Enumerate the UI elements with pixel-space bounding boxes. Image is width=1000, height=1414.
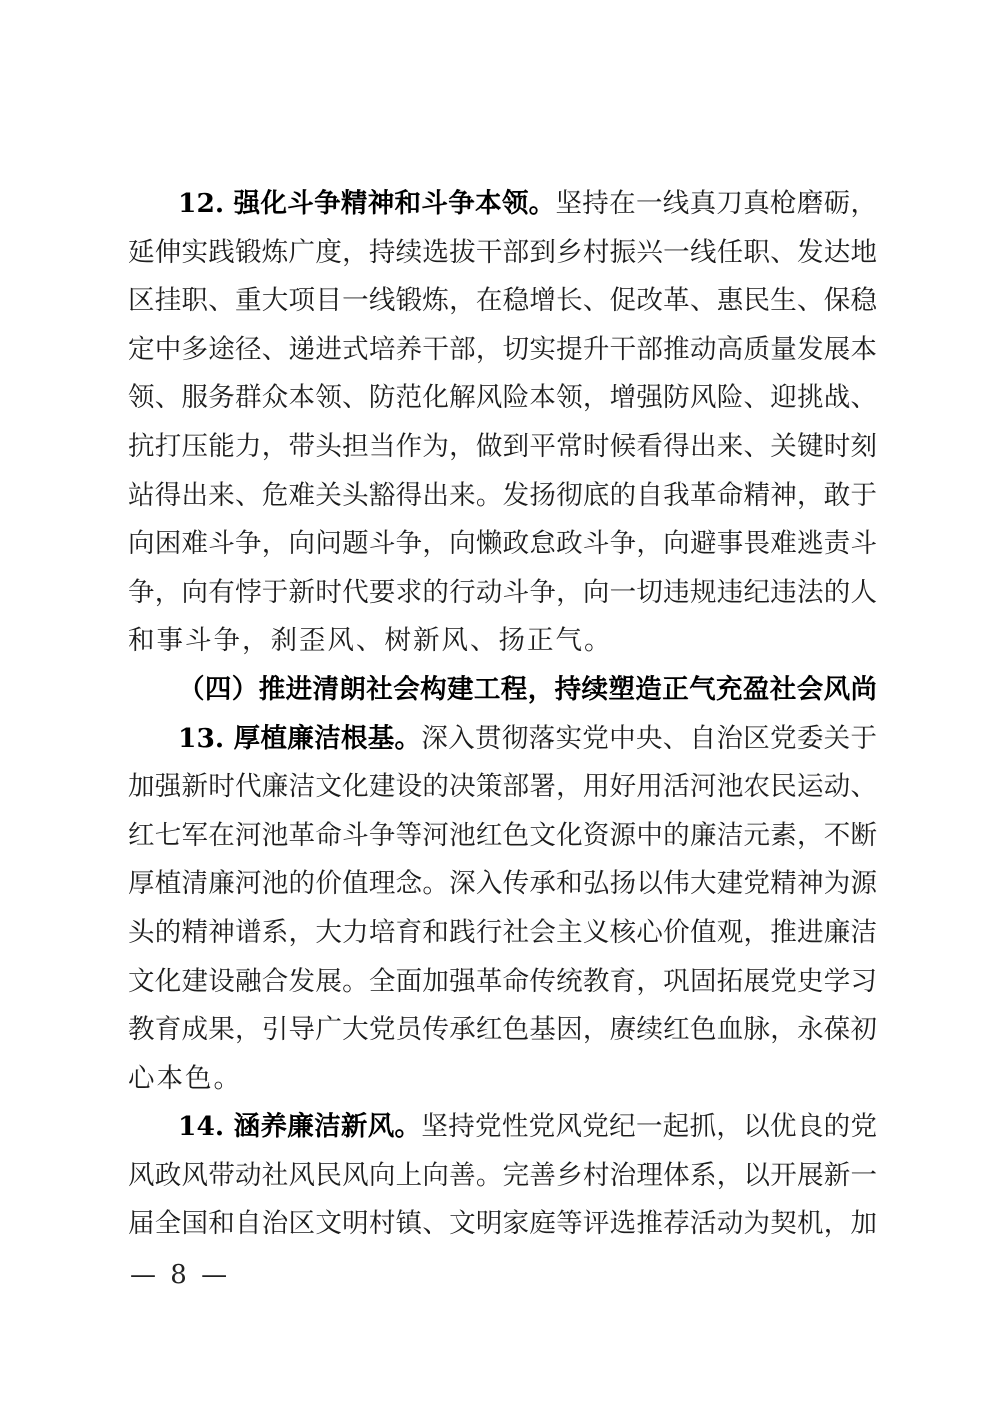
text-line: [128, 666, 877, 715]
text-line: [128, 909, 877, 958]
text-segment: 文化建设融合发展。全面加强革命传统教育，巩固拓展党史学习: [128, 965, 877, 997]
text-segment: 定中多途径、递进式培养干部，切实提升干部推动高质量发展本: [128, 333, 877, 365]
page-number: — 8 —: [130, 1260, 231, 1290]
text-line: [128, 180, 877, 229]
text-segment: 坚持在一线真刀真枪磨砺，: [555, 188, 877, 219]
text-line: [128, 277, 877, 326]
text-line: [128, 1152, 877, 1201]
text-line: [128, 1103, 877, 1152]
text-segment-bold: 14. 涵养廉洁新风。: [178, 1111, 422, 1143]
text-segment: 厚植清廉河池的价值理念。深入传承和弘扬以伟大建党精神为源: [128, 868, 877, 900]
text-line: [128, 812, 877, 861]
text-segment: 教育成果，引导广大党员传承红色基因，赓续红色血脉，永葆初: [128, 1014, 877, 1046]
text-line: [128, 229, 877, 278]
text-line: [128, 569, 877, 618]
text-segment: 加强新时代廉洁文化建设的决策部署，用好用活河池农民运动、: [128, 771, 877, 803]
text-segment: 延伸实践锻炼广度，持续选拔干部到乡村振兴一线任职、发达地: [128, 236, 877, 268]
text-line: [128, 326, 877, 375]
text-segment: 区挂职、重大项目一线锻炼，在稳增长、促改革、惠民生、保稳: [128, 285, 877, 317]
text-segment: 和事斗争，刹歪风、树新风、扬正气。: [128, 625, 613, 657]
text-line: [128, 1055, 877, 1104]
text-segment: 抗打压能力，带头担当作为，做到平常时候看得出来、关键时刻: [128, 430, 877, 462]
text-line: [128, 1200, 877, 1249]
text-line: [128, 423, 877, 472]
text-segment: 站得出来、危难关头豁得出来。发扬彻底的自我革命精神，敢于: [128, 479, 877, 511]
text-line: [128, 860, 877, 909]
text-segment-bold: 12. 强化斗争精神和斗争本领。: [178, 188, 556, 219]
text-line: [128, 958, 877, 1007]
text-segment: 头的精神谱系，大力培育和践行社会主义核心价值观，推进廉洁: [128, 916, 877, 948]
text-line: [128, 472, 877, 521]
text-segment: 坚持党性党风党纪一起抓，以优良的党: [421, 1111, 877, 1143]
text-segment-bold: 13. 厚植廉洁根基。: [178, 722, 422, 754]
text-segment: 红七军在河池革命斗争等河池红色文化资源中的廉洁元素，不断: [128, 819, 877, 851]
text-line: [128, 763, 877, 812]
text-segment: 领、服务群众本领、防范化解风险本领，增强防风险、迎挑战、: [128, 382, 877, 414]
text-segment: 向困难斗争，向问题斗争，向懒政怠政斗争，向避事畏难逃责斗: [128, 528, 877, 560]
text-line: [128, 374, 877, 423]
text-line: [128, 617, 877, 666]
text-segment: 争，向有悖于新时代要求的行动斗争，向一切违规违纪违法的人: [128, 576, 877, 608]
text-line: [128, 715, 877, 764]
text-segment: 风政风带动社风民风向上向善。完善乡村治理体系，以开展新一: [128, 1159, 877, 1191]
text-segment: 深入贯彻落实党中央、自治区党委关于: [421, 722, 877, 754]
document-body: [128, 180, 877, 1249]
text-line: [128, 520, 877, 569]
text-line: [128, 1006, 877, 1055]
text-segment: 届全国和自治区文明村镇、文明家庭等评选推荐活动为契机，加: [128, 1208, 877, 1240]
text-segment: 心本色。: [128, 1062, 242, 1094]
text-segment-bold: （四）推进清朗社会构建工程，持续塑造正气充盈社会风尚: [178, 673, 877, 705]
